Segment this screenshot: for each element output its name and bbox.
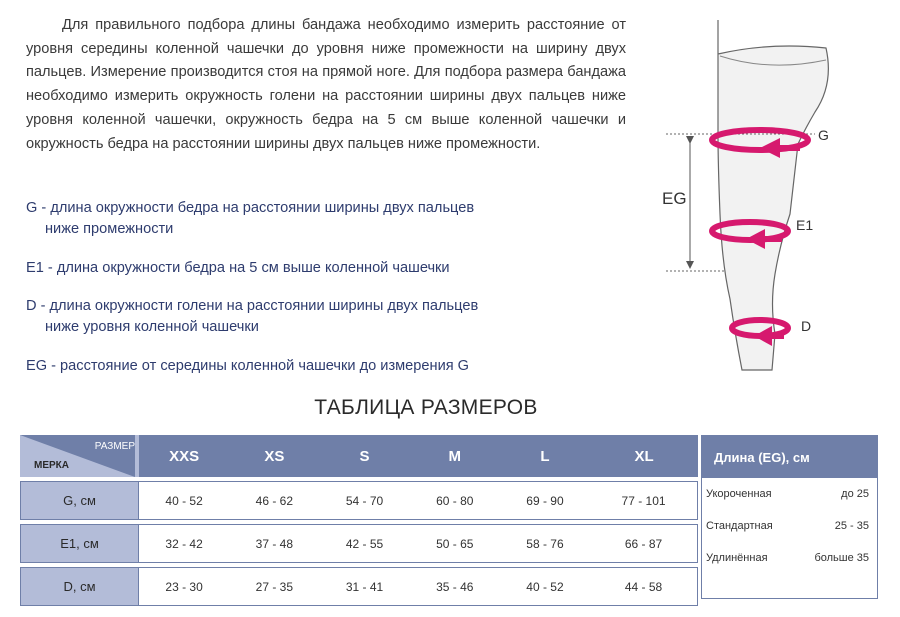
label-g: G [818,127,829,143]
table-cell: 58 - 76 [500,524,590,563]
length-value: до 25 [841,488,869,500]
corner-top-label: РАЗМЕР [94,441,135,452]
size-header-xs: XS [264,447,285,465]
definition-eg [26,356,586,377]
table-cell: 35 - 46 [410,567,500,606]
size-header-m: M [448,447,462,465]
length-name: Стандартная [706,520,773,532]
table-cell: 37 - 48 [229,524,319,563]
size-header-row [20,435,698,477]
length-row [702,510,877,542]
corner-cell [20,435,139,477]
length-table [701,435,878,599]
definition-e1 [26,258,586,279]
definition-g [26,198,586,240]
table-cell: 31 - 41 [319,567,409,606]
size-table [20,435,698,606]
definition-eg-line1: EG - расстояние от середины коленной чашечки до измерения G [26,358,470,374]
table-cell: 42 - 55 [319,524,409,563]
leg-measurement-figure [620,14,900,384]
table-cell: 46 - 62 [229,481,319,520]
row-label-d: D, см [20,567,139,606]
table-cell: 60 - 80 [410,481,500,520]
table-row [20,567,698,606]
length-name: Удлинённая [706,552,768,564]
length-table-header: Длина (EG), см [702,436,877,478]
row-label-g: G, см [20,481,139,520]
table-cell: 77 - 101 [590,481,698,520]
table-cell: 23 - 30 [139,567,229,606]
definition-d [26,296,586,338]
table-cell: 40 - 52 [500,567,590,606]
size-header-xxs: XXS [169,447,200,465]
size-header-s: S [359,447,370,465]
row-label-e1: E1, см [20,524,139,563]
definition-d-line1: D - длина окружности голени на расстоянии ширины двух пальцев [26,298,479,314]
table-title: ТАБЛИЦА РАЗМЕРОВ [314,396,538,419]
definition-d-line2: ниже уровня коленной чашечки [45,319,259,335]
table-row [20,524,698,563]
label-e1: E1 [796,217,814,233]
table-cell: 44 - 58 [590,567,698,606]
table-cell: 69 - 90 [500,481,590,520]
table-cell: 32 - 42 [139,524,229,563]
table-cell: 40 - 52 [139,481,229,520]
length-row [702,478,877,510]
length-value: 25 - 35 [834,520,869,532]
length-value: больше 35 [814,552,869,564]
definition-e1-line1: E1 - длина окружности бедра на 5 см выше коленной чашечки [26,260,450,276]
corner-bottom-label: МЕРКА [34,460,69,471]
size-header-l: L [540,447,550,465]
table-cell: 66 - 87 [590,524,698,563]
length-name: Укороченная [706,488,772,500]
table-cell: 27 - 35 [229,567,319,606]
table-cell: 50 - 65 [410,524,500,563]
length-row [702,542,877,574]
definitions-list [26,198,586,395]
table-cell: 54 - 70 [319,481,409,520]
leg-outline-icon [718,20,828,370]
definition-g-line1: G - длина окружности бедра на расстоянии ширины двух пальцев [26,200,475,216]
label-eg: EG [662,189,687,208]
label-d: D [801,318,812,334]
size-header-xl: XL [634,447,654,465]
intro-paragraph: Для правильного подбора длины бандажа необходимо измерить расстояние от уровня середины коленной чашечки до уровня ниже промежности на ширину двух пальцев. Измерение производится стоя на прямой ноге. Для подбора размера бандажа необходимо измерить окружность голени на расстоянии ширины двух пальцев ниже уровня коленной чашечки, окружность бедра на 5 см выше коленной чашечки и окружность бедра на расстоянии ширины двух пальцев ниже промежности. [26,17,626,152]
table-row [20,481,698,520]
definition-g-line2: ниже промежности [45,221,174,237]
